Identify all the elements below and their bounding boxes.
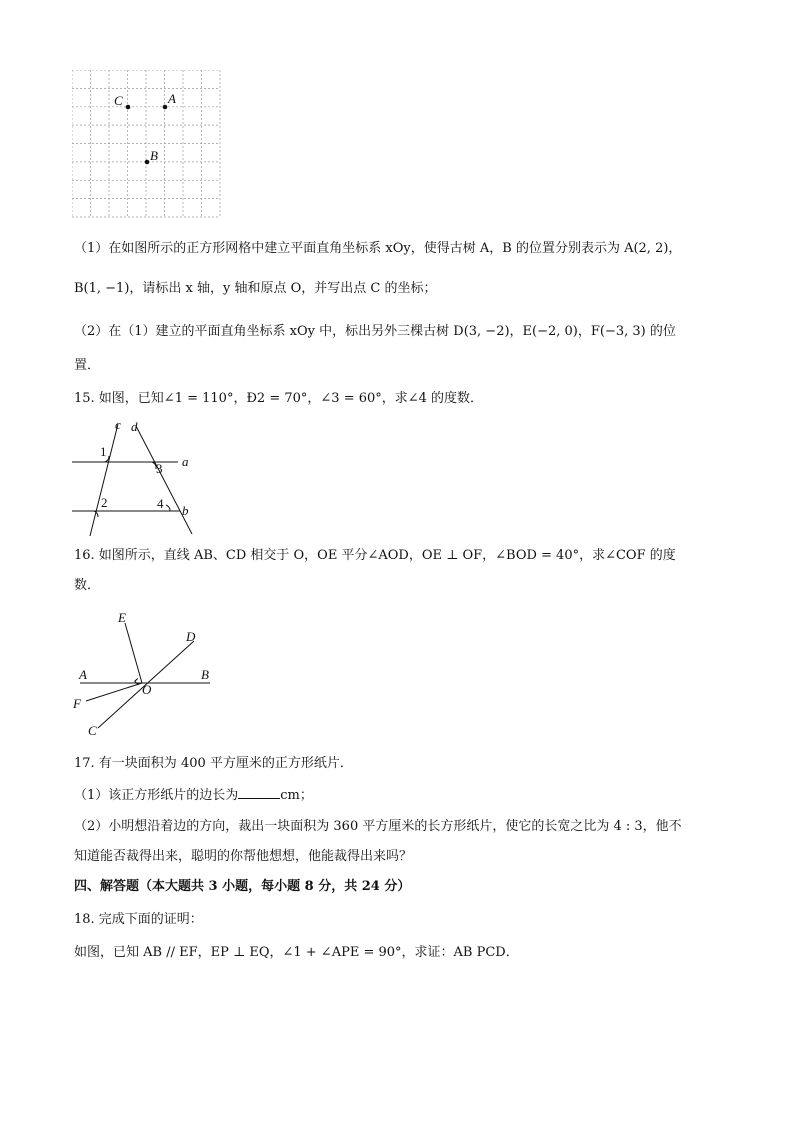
label-angle-1: 1 <box>100 444 107 459</box>
label-angle-3: 3 <box>156 461 163 476</box>
q14-part2-line1: （2）在（1）建立的平面直角坐标系 xOy 中，标出另外三棵古树 D(3, −2)，E(−2, 0)，F(−3, 3) 的位 <box>74 324 676 339</box>
point-a <box>163 105 168 110</box>
q17-part2-line1: （2）小明想沿着边的方向，裁出一块面积为 360 平方厘米的长方形纸片，使它的长宽之比为 4 : 3，他不 <box>74 819 682 834</box>
q14-part1-line2: B(1, −1)，请标出 x 轴，y 轴和原点 O，并写出点 C 的坐标； <box>74 281 437 296</box>
q17-question: 17. 有一块面积为 400 平方厘米的正方形纸片． <box>74 756 353 771</box>
label-o: O <box>142 682 152 697</box>
label-angle-4: 4 <box>157 496 164 511</box>
point-b <box>145 160 150 165</box>
q16-question-line2: 数． <box>74 578 101 593</box>
q17-part1-unit: cm； <box>280 788 313 803</box>
label-f: F <box>73 696 81 711</box>
q17-part2-line2: 知道能否裁得出来，聪明的你帮他想想，他能裁得出来吗？ <box>74 849 413 864</box>
q17-part1 <box>74 786 313 805</box>
label-line-a: a <box>182 454 189 469</box>
label-line-d: d <box>131 419 138 434</box>
label-d: D <box>186 629 196 644</box>
q14-part2-line2: 置． <box>74 358 101 373</box>
q18-given: 如图，已知 AB // EF，EP ⊥ EQ，∠1 + ∠APE = 90°，求证：AB PCD． <box>74 945 519 960</box>
label-a: A <box>168 91 176 106</box>
label-e: E <box>118 610 126 625</box>
label-angle-2: 2 <box>101 495 108 510</box>
section-4-title: 四、解答题（本大题共 3 小题，每小题 8 分，共 24 分） <box>74 879 411 894</box>
grid-figure <box>72 70 222 218</box>
q16-figure <box>70 605 220 740</box>
label-c: C <box>88 723 97 738</box>
label-a: A <box>79 667 87 682</box>
q17-part1-text: （1）该正方形纸片的边长为 <box>74 788 239 803</box>
q15-figure <box>70 418 200 538</box>
q18-question: 18. 完成下面的证明： <box>74 912 203 927</box>
label-b: B <box>150 148 158 163</box>
q14-part1-line1: （1）在如图所示的正方形网格中建立平面直角坐标系 xOy，使得古树 A，B 的位置分别表示为 A(2, 2)， <box>74 241 682 256</box>
q15-question: 15. 如图，已知∠1 = 110°，Ð2 = 70°，∠3 = 60°，求∠4 的度数． <box>74 391 484 406</box>
answer-blank[interactable] <box>238 786 280 799</box>
label-b: B <box>201 667 209 682</box>
label-c: C <box>114 93 123 108</box>
point-c <box>126 105 131 110</box>
label-line-c: c <box>115 418 121 432</box>
q16-question-line1: 16. 如图所示，直线 AB、CD 相交于 O，OE 平分∠AOD，OE ⊥ OF，∠BOD = 40°，求∠COF 的度 <box>74 548 676 563</box>
label-line-b: b <box>182 503 189 518</box>
